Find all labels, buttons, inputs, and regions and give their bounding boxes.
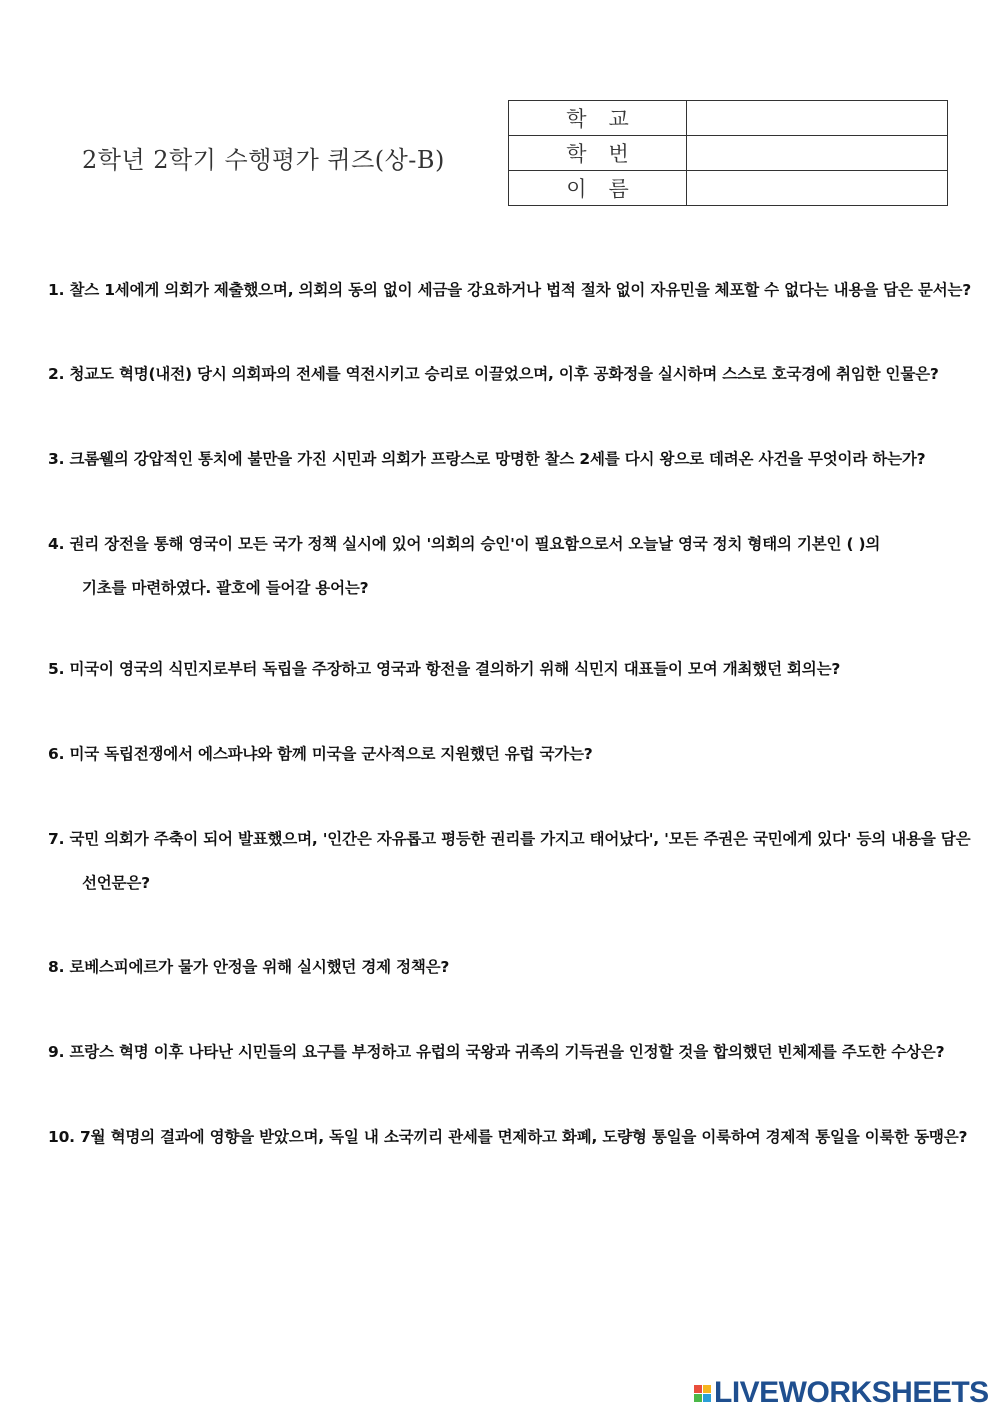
liveworksheets-logo [694,1376,989,1410]
question-8 [48,955,449,977]
question-text: 9. 프랑스 혁명 이후 나타난 시민들의 요구를 부정하고 유럽의 국왕과 귀족의 기득권을 인정할 것을 합의했던 빈체제를 주도한 수상은? [48,1043,945,1061]
question-text: 4. 권리 장전을 통해 영국이 모든 국가 정책 실시에 있어 '의회의 승인'이 필요함으로서 오늘날 영국 정치 형태의 기본인 ( )의 [48,535,881,553]
question-10 [48,1125,967,1147]
logo-text: LIVEWORKSHEETS [714,1376,989,1409]
logo-mark-icon [694,1385,711,1402]
question-text: 5. 미국이 영국의 식민지로부터 독립을 주장하고 영국과 항전을 결의하기 위해 식민지 대표들이 모여 개최했던 회의는? [48,660,841,678]
question-text-continued: 기초를 마련하였다. 괄호에 들어갈 용어는? [82,579,369,597]
question-4 [48,532,880,598]
logo-square-icon [703,1385,711,1393]
question-text: 6. 미국 독립전쟁에서 에스파냐와 함께 미국을 군사적으로 지원했던 유럽 국가는? [48,745,593,763]
question-text: 8. 로베스피에르가 물가 안정을 위해 실시했던 경제 정책은? [48,958,450,976]
question-text: 2. 청교도 혁명(내전) 당시 의회파의 전세를 역전시키고 승리로 이끌었으며, 이후 공화정을 실시하며 스스로 호국경에 취임한 인물은? [48,365,939,383]
school-label: 학교 [509,101,687,136]
logo-square-icon [694,1394,702,1402]
student-info-table [508,100,948,206]
question-5 [48,657,840,679]
question-6 [48,742,593,764]
question-3 [48,447,925,469]
logo-square-icon [694,1385,702,1393]
question-text: 10. 7월 혁명의 결과에 영향을 받았으며, 독일 내 소국끼리 관세를 면제하고 화폐, 도량형 통일을 이룩하여 경제적 통일을 이룩한 동맹은? [48,1128,968,1146]
question-text-continued: 선언문은? [82,874,150,892]
name-label: 이름 [509,171,687,206]
question-text: 1. 찰스 1세에게 의회가 제출했으며, 의회의 동의 없이 세금을 강요하거나 법적 절차 없이 자유민을 체포할 수 없다는 내용을 담은 문서는? [48,281,972,299]
question-2 [48,362,939,384]
question-1 [48,278,971,300]
name-field[interactable] [687,171,948,206]
question-text: 3. 크롬웰의 강압적인 통치에 불만을 가진 시민과 의회가 프랑스로 망명한 찰스 2세를 다시 왕으로 데려온 사건을 무엇이라 하는가? [48,450,926,468]
question-text: 7. 국민 의회가 주축이 되어 발표했으며, '인간은 자유롭고 평등한 권리를 가지고 태어났다', '모든 주권은 국민에게 있다' 등의 내용을 담은 [48,830,971,848]
logo-square-icon [703,1394,711,1402]
student-number-field[interactable] [687,136,948,171]
question-7 [48,827,970,893]
student-number-label: 학번 [509,136,687,171]
page-title: 2학년 2학기 수행평가 퀴즈(상-B) [82,146,445,174]
school-field[interactable] [687,101,948,136]
question-9 [48,1040,944,1062]
